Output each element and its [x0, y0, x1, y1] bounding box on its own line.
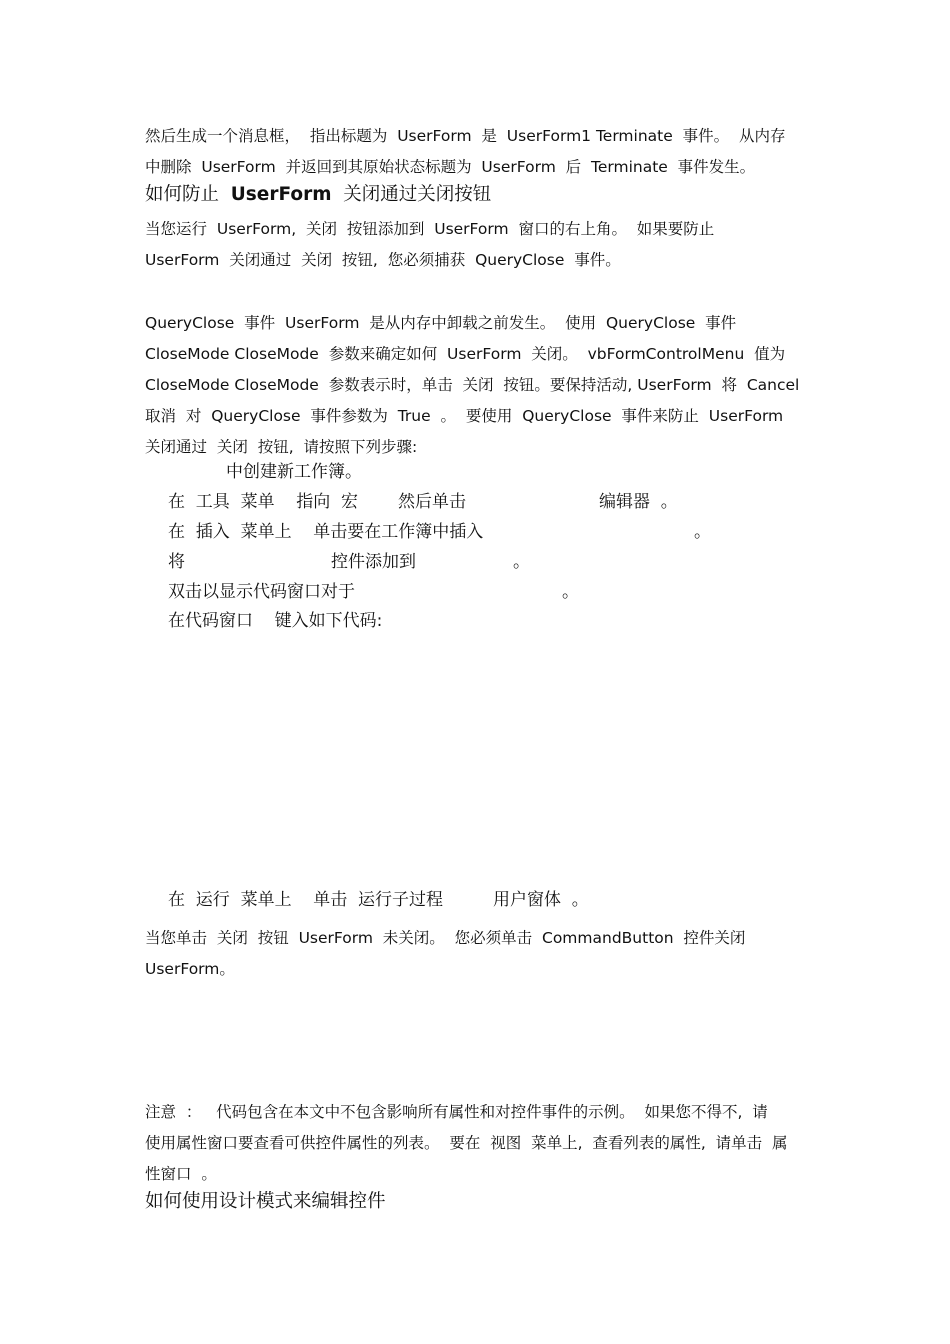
heading-prevent-close-bold: UserForm	[230, 184, 332, 205]
paragraph-2-line-1: 当您运行 UserForm, 关闭 按钮添加到 UserForm 窗口的右上角。 如果要防止	[145, 220, 715, 238]
step-2-part-c: 编辑器 。	[599, 492, 678, 512]
paragraph-3-line-4: 取消 对 QueryClose 事件参数为 True 。 要使用 QueryClose 事件来防止 UserForm	[145, 407, 784, 425]
step-5-part-b: 。	[562, 582, 579, 602]
paragraph-3-line-5: 关闭通过 关闭 按钮, 请按照下列步骤:	[145, 438, 418, 456]
step-1: 中创建新工作簿。	[226, 462, 362, 482]
step-5-part-a: 双击以显示代码窗口对于	[168, 582, 355, 602]
step-7-part-a: 在 运行 菜单上 单击 运行子过程	[168, 890, 444, 910]
heading-design-mode: 如何使用设计模式来编辑控件	[145, 1191, 386, 1212]
step-2-part-a: 在 工具 菜单 指向 宏	[168, 492, 359, 512]
heading-prevent-close-suffix: 关闭通过关闭按钮	[331, 184, 492, 205]
note-line-1: 注意 ： 代码包含在本文中不包含影响所有属性和对控件事件的示例。 如果您不得不, 请	[145, 1103, 768, 1121]
step-6: 在代码窗口 键入如下代码:	[168, 611, 383, 631]
step-3-part-b: 。	[694, 522, 711, 542]
step-4-part-c: 。	[513, 552, 530, 572]
paragraph-4-line-2: UserForm。	[145, 960, 235, 978]
heading-prevent-close-prefix: 如何防止	[145, 184, 231, 205]
step-4-part-b: 控件添加到	[331, 552, 416, 572]
paragraph-1-line-1: 然后生成一个消息框， 指出标题为 UserForm 是 UserForm1 Terminate 事件。 从内存	[145, 127, 786, 145]
paragraph-4-line-1: 当您单击 关闭 按钮 UserForm 未关闭。 您必须单击 CommandButton 控件关闭	[145, 929, 746, 947]
step-4-part-a: 将	[168, 552, 185, 572]
step-3-part-a: 在 插入 菜单上 单击要在工作簿中插入	[168, 522, 484, 542]
paragraph-3-line-3: CloseMode CloseMode 参数表示时，单击 关闭 按钮。要保持活动, UserForm 将 Cancel	[145, 376, 800, 394]
paragraph-1-line-2: 中删除 UserForm 并返回到其原始状态标题为 UserForm 后 Terminate 事件发生。	[145, 158, 756, 176]
step-7-part-b: 用户窗体 。	[493, 890, 589, 910]
paragraph-3-line-1: QueryClose 事件 UserForm 是从内存中卸载之前发生。 使用 QueryClose 事件	[145, 314, 737, 332]
note-line-3: 性窗口 。	[145, 1165, 217, 1183]
heading-prevent-close	[145, 183, 491, 207]
note-line-2: 使用属性窗口要查看可供控件属性的列表。 要在 视图 菜单上, 查看列表的属性, 请单击 属	[145, 1134, 788, 1152]
paragraph-2-line-2: UserForm 关闭通过 关闭 按钮, 您必须捕获 QueryClose 事件。	[145, 251, 621, 269]
step-2-part-b: 然后单击	[398, 492, 466, 512]
paragraph-3-line-2: CloseMode CloseMode 参数来确定如何 UserForm 关闭。 vbFormControlMenu 值为	[145, 345, 786, 363]
